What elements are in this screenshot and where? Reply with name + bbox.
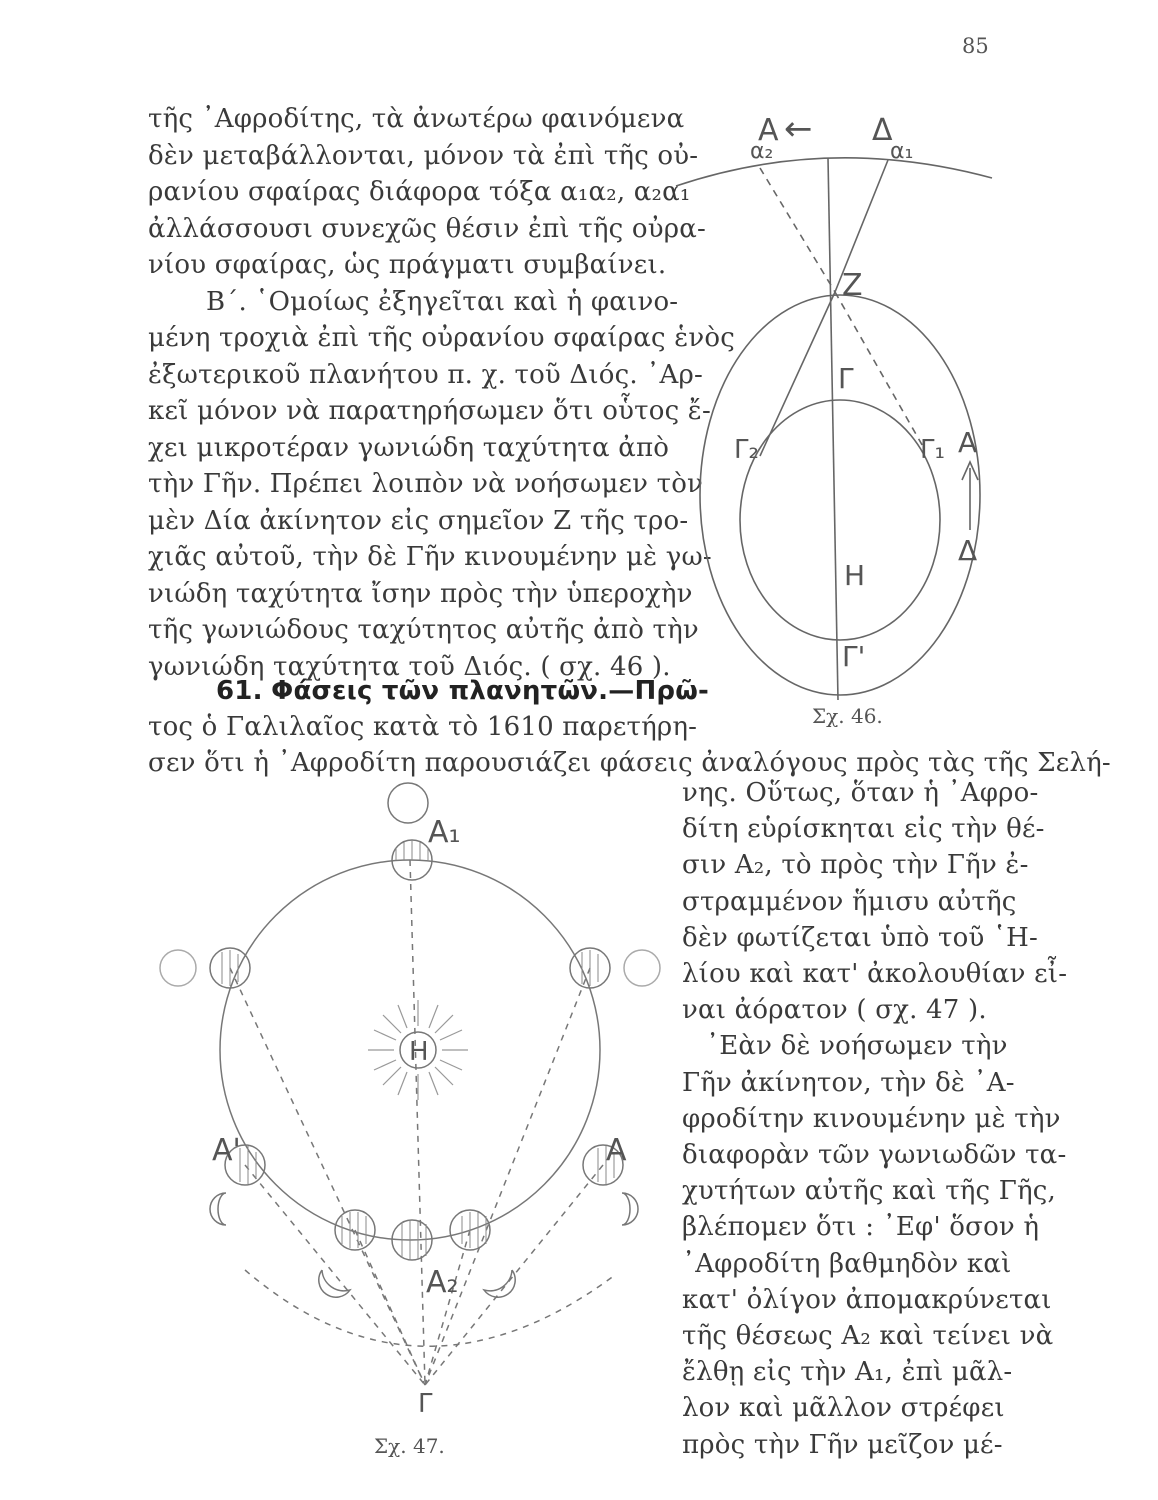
- text-line: χιᾶς αὐτοῦ, τὴν δὲ Γῆν κινουμένην μὲ γω-: [148, 542, 712, 572]
- fig46-label-d: Δ: [872, 113, 893, 148]
- page-number: 85: [962, 34, 989, 58]
- axis-line: [410, 860, 425, 1385]
- line-to-a-prime: [245, 1165, 425, 1385]
- text-line: λον καὶ μᾶλλον στρέφει: [682, 1393, 1005, 1424]
- fig46-label-a: Α: [758, 113, 779, 148]
- fig47-label-a2: Α₂: [426, 1265, 459, 1300]
- section-title: Φάσεις τῶν πλανητῶν.: [271, 676, 609, 706]
- fig46-label-g2: Γ₂: [734, 435, 759, 465]
- text-line: δίτη εὑρίσκηται εἰς τὴν θέ-: [682, 814, 1045, 845]
- text-line: σεν ὅτι ἡ ᾿Αφροδίτη παρουσιάζει φάσεις ἀναλόγους πρὸς τὰς τῆς Σελή-: [148, 748, 1111, 778]
- text-line: φροδίτην κινουμένην μὲ τὴν: [682, 1103, 1061, 1134]
- text-line: πρὸς τὴν Γῆν μεῖζον μέ-: [682, 1429, 1003, 1460]
- crescent-right: [484, 1270, 515, 1297]
- fig47-label-a-prime: Α': [212, 1133, 241, 1168]
- fig47-label-a1: Α₁: [428, 815, 461, 850]
- text-line: ἐξωτερικοῦ πλανήτου π. χ. τοῦ Διός. ᾿Αρ-: [148, 359, 703, 390]
- text-line: νίου σφαίρας, ὡς πράγματι συμβαίνει.: [148, 250, 667, 280]
- fig46-label-a-right: Α: [958, 426, 978, 459]
- crescent-left: [319, 1270, 350, 1297]
- fig47-label-a: Α: [606, 1133, 627, 1168]
- tangent-left: [230, 968, 425, 1385]
- text-line: σιν Α₂, τὸ πρὸς τὴν Γῆν ἐ-: [682, 850, 1029, 881]
- venus-left-upper-face: [160, 950, 196, 986]
- fig46-label-a1: α₁: [890, 139, 914, 164]
- text-line: διαφορὰν τῶν γωνιωδῶν τα-: [682, 1140, 1067, 1170]
- text-line: δὲν μεταβάλλονται, μόνον τὰ ἐπὶ τῆς οὐ-: [148, 140, 699, 171]
- fig47-label-h: Η: [409, 1037, 429, 1067]
- line-to-left-crescent: [355, 1230, 425, 1385]
- text-line: δὲν φωτίζεται ὑπὸ τοῦ ῾Η-: [682, 922, 1038, 953]
- line-to-right-crescent: [425, 1230, 470, 1385]
- text-line: τος ὁ Γαλιλαῖος κατὰ τὸ 1610 παρετήρη-: [148, 712, 698, 742]
- fig46-arrow: ←: [784, 109, 813, 149]
- text-line: τῆς θέσεως Α₂ καὶ τείνει νὰ: [682, 1321, 1054, 1351]
- half-phase-left: [210, 1193, 226, 1225]
- text-line: ἔλθῃ εἰς τὴν Α₁, ἐπὶ μᾶλ-: [682, 1357, 1013, 1388]
- text-line: νης. Οὕτως, ὅταν ἡ ᾿Αφρο-: [682, 778, 1039, 808]
- text-line: κατ' ὀλίγον ἀπομακρύνεται: [682, 1284, 1052, 1315]
- fig46-label-a2: α₂: [750, 139, 774, 164]
- tangent-right: [425, 968, 590, 1385]
- text-line: ρανίου σφαίρας διάφορα τόξα α₁α₂, α₂α₁: [148, 177, 691, 207]
- text-line: μὲν Δία ἀκίνητον εἰς σημεῖον Ζ τῆς τρο-: [148, 505, 689, 536]
- fig46-label-h: Η: [844, 559, 866, 592]
- text-line: Β΄. ῾Ομοίως ἐξηγεῖται καὶ ἡ φαινο-: [206, 286, 679, 317]
- text-line: ᾿Εὰν δὲ νοήσωμεν τὴν: [706, 1031, 1008, 1062]
- text-line: κεῖ μόνον νὰ παρατηρήσωμεν ὅτι οὗτος ἔ-: [148, 396, 711, 426]
- figure-47-caption: Σχ. 47.: [374, 1434, 445, 1458]
- fig46-label-g: Γ: [838, 362, 854, 395]
- text-line: χει μικροτέραν γωνιώδη ταχύτητα ἀπὸ: [148, 432, 670, 463]
- text-line: μένη τροχιὰ ἐπὶ τῆς οὐρανίου σφαίρας ἑνὸς: [148, 323, 735, 353]
- venus-phase-top-full: [388, 783, 428, 823]
- text-line: γωνιώδη ταχύτητα τοῦ Διός. ( σχ. 46 ).: [148, 651, 671, 682]
- text-line: βλέπομεν ὅτι : ᾿Εφ' ὅσον ἡ: [682, 1212, 1040, 1243]
- text-line: ναι ἀόρατον ( σχ. 47 ).: [682, 995, 987, 1026]
- fig46-label-z: Ζ: [842, 268, 863, 303]
- text-line: στραμμένον ἥμισυ αὐτῆς: [682, 886, 1017, 917]
- section-number: 61.: [216, 676, 263, 706]
- half-phase-right: [622, 1193, 638, 1225]
- text-line: λίου καὶ κατ' ἀκολουθίαν εἶ-: [682, 959, 1068, 989]
- fig46-label-g1: Γ₁: [920, 435, 945, 465]
- text-line: τὴν Γῆν. Πρέπει λοιπὸν νὰ νοήσωμεν τὸν: [148, 469, 704, 499]
- fig46-label-g-prime: Γ': [842, 640, 866, 673]
- text-line: τῆς ᾿Αφροδίτης, τὰ ἀνωτέρω φαινόμενα: [148, 104, 685, 134]
- text-line: τῆς γωνιώδους ταχύτητος αὐτῆς ἀπὸ τὴν: [148, 615, 699, 645]
- text-line: χυτήτων αὐτῆς καὶ τῆς Γῆς,: [682, 1176, 1057, 1207]
- figure-46-caption: Σχ. 46.: [812, 704, 883, 728]
- section-title-dash: —Πρῶ-: [608, 676, 710, 706]
- venus-right-upper-face: [624, 950, 660, 986]
- text-line: νιώδη ταχύτητα ἴσην πρὸς τὴν ὑπεροχὴν: [148, 578, 693, 609]
- fig46-label-d-right: Δ: [958, 534, 978, 567]
- text-line: Γῆν ἀκίνητον, τὴν δὲ ᾿Α-: [682, 1067, 1015, 1098]
- text-line: ἀλλάσσουσι συνεχῶς θέσιν ἐπὶ τῆς οὐρα-: [148, 213, 706, 244]
- text-line: ᾿Αφροδίτη βαθμηδὸν καὶ: [682, 1248, 1012, 1279]
- fig47-label-g: Γ: [418, 1389, 433, 1419]
